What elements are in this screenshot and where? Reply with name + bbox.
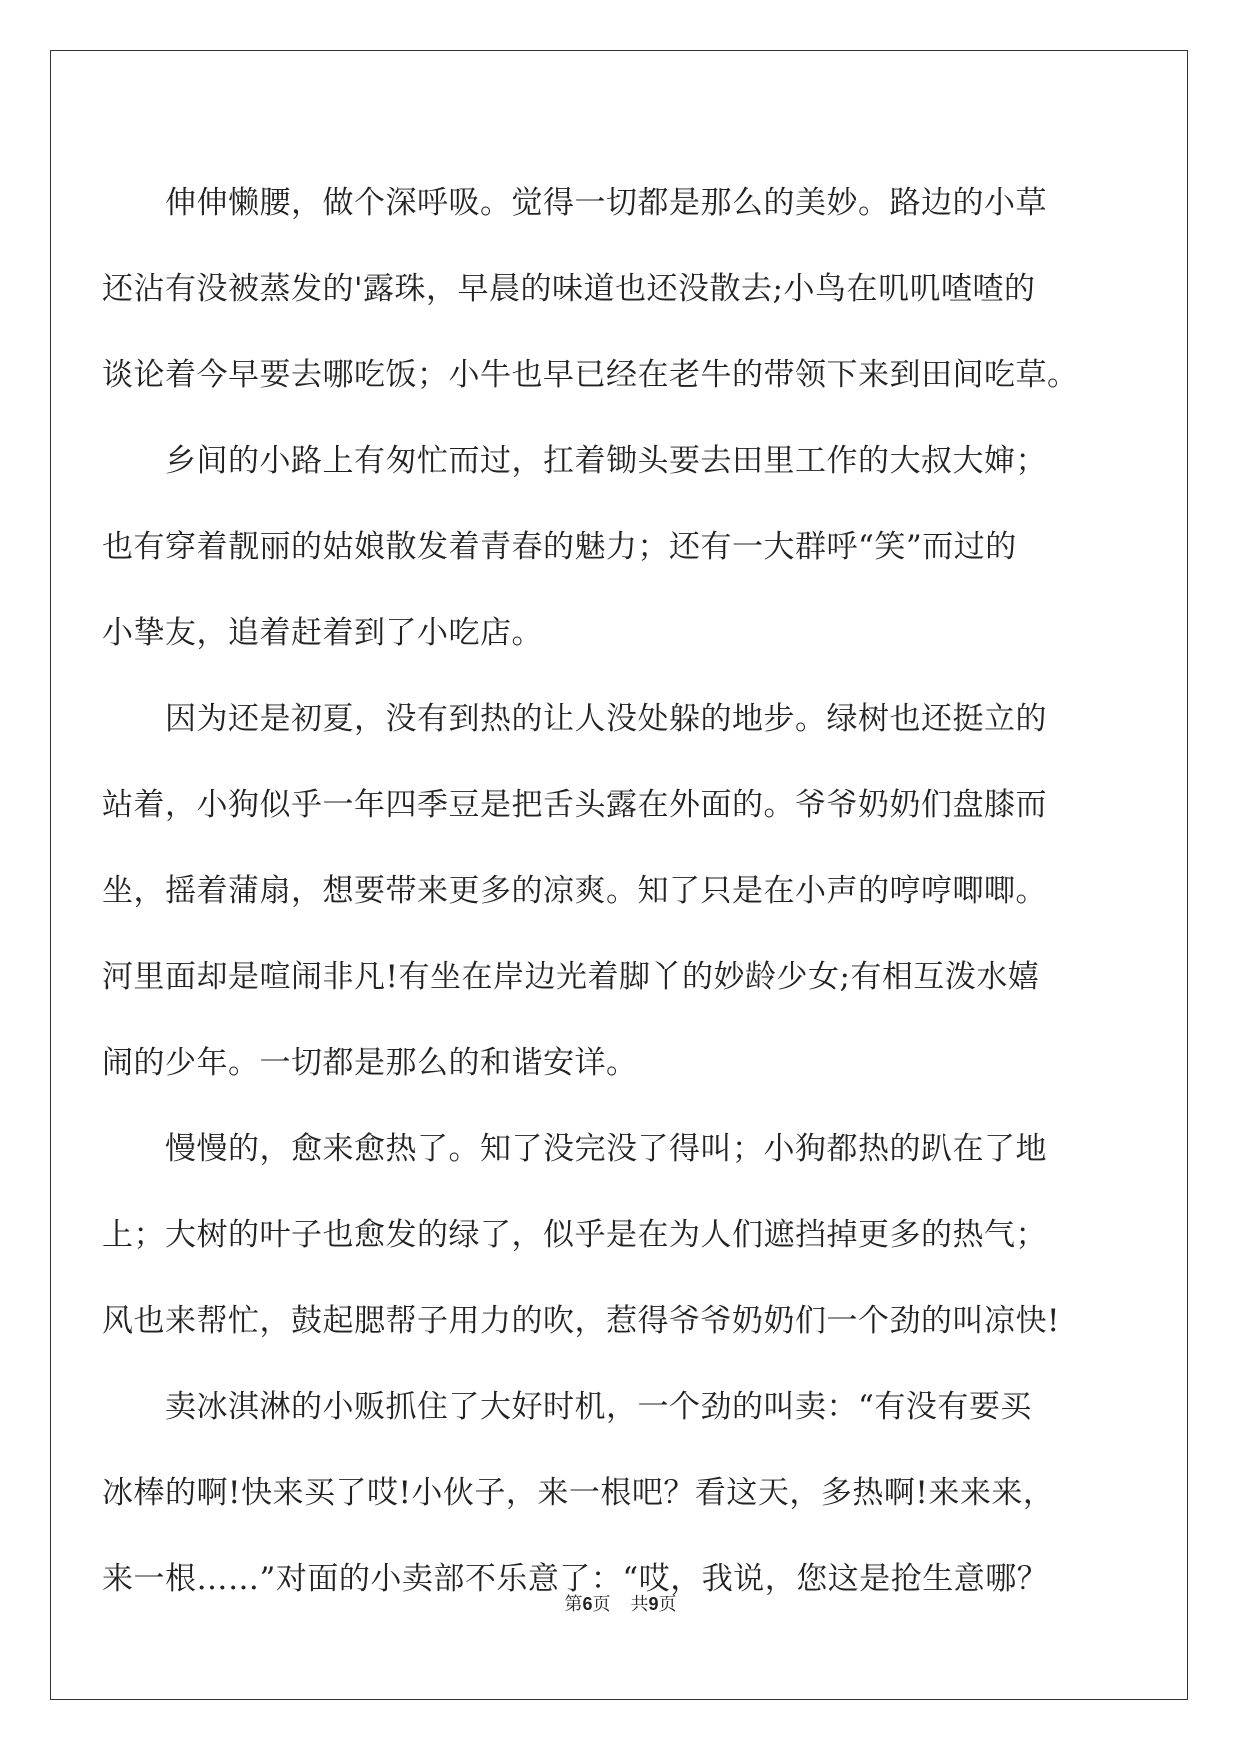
page-footer — [0, 1590, 1241, 1616]
text-line: 因为还是初夏，没有到热的让人没处躲的地步。绿树也还挺立的 — [165, 701, 1047, 737]
text-line: 坐，摇着蒲扇，想要带来更多的凉爽。知了只是在小声的哼哼唧唧。 — [102, 873, 1047, 909]
page-number: 6 — [582, 1594, 593, 1614]
total-prefix: 共 — [630, 1594, 649, 1615]
text-line: 小挚友，追着赶着到了小吃店。 — [102, 615, 543, 651]
text-line: 站着，小狗似乎一年四季豆是把舌头露在外面的。爷爷奶奶们盘膝而 — [102, 787, 1047, 823]
text-line: 闹的少年。一切都是那么的和谐安详。 — [102, 1045, 638, 1081]
total-suffix: 页 — [658, 1594, 677, 1615]
document-body — [102, 160, 1090, 1622]
text-line: 河里面却是喧闹非凡!有坐在岸边光着脚丫的妙龄少女;有相互泼水嬉 — [102, 959, 1040, 995]
text-line: 慢慢的，愈来愈热了。知了没完没了得叫；小狗都热的趴在了地 — [165, 1131, 1047, 1167]
text-line: 冰棒的啊!快来买了哎!小伙子，来一根吧？看这天，多热啊!来来来， — [102, 1475, 1055, 1511]
text-line: 风也来帮忙，鼓起腮帮子用力的吹，惹得爷爷奶奶们一个劲的叫凉快! — [102, 1303, 1060, 1339]
text-line: 谈论着今早要去哪吃饭；小牛也早已经在老牛的带领下来到田间吃草。 — [102, 357, 1079, 393]
page-prefix: 第 — [564, 1594, 583, 1615]
text-line: 卖冰淇淋的小贩抓住了大好时机，一个劲的叫卖：“有没有要买 — [165, 1389, 1032, 1425]
text-line: 还沾有没被蒸发的'露珠，早晨的味道也还没散去;小鸟在叽叽喳喳的 — [102, 271, 1036, 307]
text-line: 来一根……”对面的小卖部不乐意了：“哎，我说，您这是抢生意哪？ — [102, 1561, 1049, 1597]
text-line: 也有穿着靓丽的姑娘散发着青春的魅力；还有一大群呼“笑”而过的 — [102, 529, 1017, 565]
text-line: 乡间的小路上有匆忙而过，扛着锄头要去田里工作的大叔大婶； — [165, 443, 1047, 479]
text-line: 上；大树的叶子也愈发的绿了，似乎是在为人们遮挡掉更多的热气； — [102, 1217, 1047, 1253]
text-line: 伸伸懒腰，做个深呼吸。觉得一切都是那么的美妙。路边的小草 — [165, 185, 1047, 221]
page-suffix: 页 — [592, 1594, 611, 1615]
total-pages: 9 — [648, 1594, 659, 1614]
